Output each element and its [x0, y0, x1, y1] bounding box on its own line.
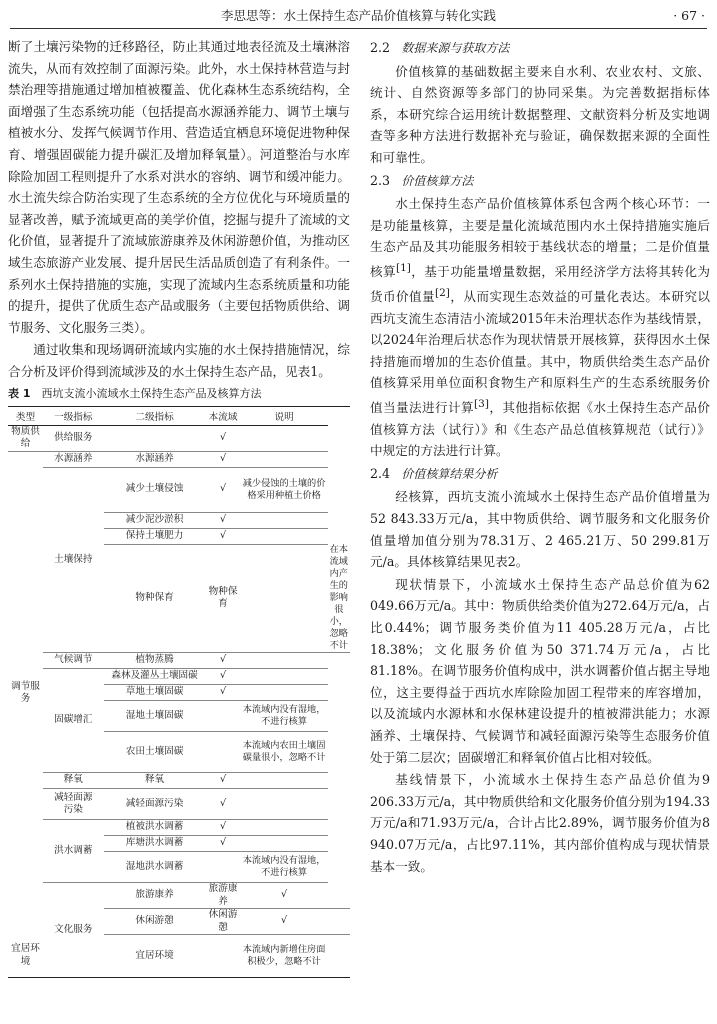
check-mark: √ — [241, 909, 328, 935]
cell-level2: 减少土壤侵蚀 — [104, 467, 206, 512]
cell-level2: 休闲游憩 — [206, 909, 241, 935]
table-row — [8, 467, 350, 512]
running-header — [10, 4, 707, 29]
cell-level1: 气候调节 — [43, 653, 104, 669]
table-row — [8, 820, 350, 836]
cell-level1: 洪水调蓄 — [43, 820, 104, 883]
cell-level2: 草地土壤固碳 — [104, 685, 206, 701]
cell-level1: 休闲游憩 — [104, 909, 206, 935]
cell-type: 调节服务 — [11, 680, 40, 704]
header-note: 说明 — [241, 406, 328, 425]
table-row — [8, 773, 350, 789]
cell-note: 本流域内没有湿地，不进行核算 — [241, 701, 328, 732]
table-header-row — [8, 406, 350, 425]
cell-level1: 水源涵养 — [43, 451, 104, 467]
cell-level1: 宜居环境 — [11, 943, 40, 967]
cell-level1: 土壤保持 — [43, 467, 104, 653]
header-type: 类型 — [8, 406, 43, 425]
check-mark: √ — [206, 528, 241, 544]
eco-product-table — [8, 406, 350, 978]
cell-note: 减少侵蚀的土壤的价格采用种植土价格 — [241, 467, 328, 512]
check-mark: √ — [206, 669, 241, 685]
section-heading-2-3: 2.3 价值核算方法 — [370, 172, 474, 188]
cell-level2: 植被洪水调蓄 — [104, 820, 206, 836]
header-level2: 二级指标 — [104, 406, 206, 425]
check-mark: √ — [206, 451, 241, 467]
table-row — [8, 789, 350, 820]
cell-level2: 库塘洪水调蓄 — [104, 836, 206, 852]
cell-note: 本流域内没有湿地，不进行核算 — [241, 852, 328, 883]
right-column — [370, 36, 710, 877]
check-mark: √ — [206, 467, 241, 512]
body-paragraph: 通过收集和现场调研流域内实施的水土保持措施情况，综合分析及评价得到流域涉及的水土保持生态产品，见表1。 — [8, 342, 350, 379]
cell-note: 本流域内新增住房面积极少，忽略不计 — [242, 943, 326, 967]
cell-level2: 释氧 — [104, 773, 206, 789]
cell-level2: 旅游康养 — [206, 883, 241, 909]
table-row — [8, 451, 350, 467]
cell-level2: 减少泥沙淤积 — [104, 512, 206, 528]
citation: [3] — [474, 397, 489, 410]
cell-type: 物质供给 — [8, 425, 43, 451]
cell-level2: 森林及灌丛土壤固碳 — [104, 669, 206, 685]
check-mark: √ — [206, 789, 241, 820]
running-title: 李思思等：水土保持生态产品价值核算与转化实践 — [220, 8, 496, 23]
cell-level2: 水源涵养 — [104, 451, 206, 467]
body-paragraph: 经核算，西坑支流小流域水土保持生态产品价值增量为52 843.33万元/a，其中物质供给、调节服务和文化服务价值量增加值分别为78.31万、2 465.21万、50 299.81万元/a。具体核算结果见表2。 — [370, 489, 710, 570]
check-mark: √ — [206, 512, 241, 528]
cell-level1: 物种保育 — [104, 544, 206, 653]
cell-level1: 固碳增汇 — [43, 669, 104, 773]
citation: [1] — [396, 261, 411, 274]
cell-level1: 供给服务 — [43, 425, 104, 451]
body-paragraph: 断了土壤污染物的迁移路径，防止其通过地表径流及土壤淋溶流失，从而有效控制了面源污染。此外，水土保持林营造与封禁治理等措施通过增加植被覆盖、优化森林生态系统结构，全面增强了生态系统功能（包括提高水源涵养能力、调节土壤与植被水分、发挥气候调节作用、营造适宜栖息环境促进物种保育、增强固碳能力提升碳汇及增加释氧量）。河道整治与水库除险加固工程则提升了水系对洪水的容纳、调节和缓冲能力。水土流失综合防治实现了生态系统的全方位优化与环境质量的显著改善，赋予流域更高的美学价值，挖掘与提升了流域的文化价值，显著提升了流域旅游康养及休闲游憩价值，为推动区域生态旅游产业发展、提升居民生活品质创造了有利条件。一系列水土保持措施的实施，实现了流域内生态系统质量和功能的提升，提供了优质生态产品或服务（主要包括物质供给、调节服务、文化服务三类）。 — [8, 39, 350, 335]
cell-level2: 湿地土壤固碳 — [104, 701, 206, 732]
cell-note: 在本流域内产生的影响很小，忽略不计 — [329, 544, 348, 651]
check-mark: √ — [206, 820, 241, 836]
cell-type: 文化服务 — [43, 883, 104, 978]
section-heading-2-4: 2.4 价值核算结果分析 — [370, 465, 498, 481]
table-row — [8, 883, 350, 909]
cell-level1: 释氧 — [43, 773, 104, 789]
header-basin: 本流域 — [206, 406, 241, 425]
citation: [2] — [435, 286, 450, 299]
body-paragraph: 水土保持生态产品价值核算体系包含两个核心环节：一是功能量核算，主要是量化流域范围内水土保持措施实施后生态产品及其功能服务相较于基线状态的增量；二是价值量核算[1]，基于功能量增量数据，采用经济学方法将其转化为货币价值量[2]，从而实现生态效益的可量化表达。本研究以西坑支流生态清洁小流域2015年未治理状态作为基线情景，以2024年治理后状态作为现状情景开展核算，获得因水土保持措施而增加的生态价值量。其中，物质供给类生态产品价值核算采用单位面积食物生产和原料生产的生态系统服务价值当量法进行计算[3]，其他指标依据《水土保持生态产品价值核算方法（试行）》和《生态产品总值核算规范（试行）》中规定的方法进行计算。 — [370, 196, 711, 459]
cell-level2: 物种保育 — [206, 544, 241, 653]
cell-level2: 农田土壤固碳 — [104, 732, 206, 773]
check-mark: √ — [241, 883, 328, 909]
page-number: · 67 · — [673, 8, 705, 23]
cell-level2: 减轻面源污染 — [104, 789, 206, 820]
cell-level1: 减轻面源污染 — [43, 789, 104, 820]
check-mark: √ — [206, 836, 241, 852]
body-paragraph: 基线情景下，小流域水土保持生态产品总价值为9 206.33万元/a，其中物质供给和文化服务价值分别为194.33万元/a和71.93万元/a，合计占比2.89%，调节服务价值为8 940.07万元/a，占比97.11%，其内部价值构成与现状情景基本一致。 — [370, 772, 710, 874]
table-title: 西坑支流小流域水土保持生态产品及核算方法 — [41, 386, 262, 400]
check-mark: √ — [206, 685, 241, 701]
table-number: 表 1 — [8, 386, 31, 400]
left-column — [8, 36, 350, 978]
cell-level2: 宜居环境 — [135, 949, 174, 961]
table-row — [8, 425, 350, 451]
header-level1: 一级指标 — [43, 406, 104, 425]
table-row — [8, 669, 350, 685]
cell-level2: 保持土壤肥力 — [104, 528, 206, 544]
cell-level2: 植物蒸腾 — [104, 653, 206, 669]
body-paragraph: 现状情景下，小流域水土保持生态产品总价值为62 049.66万元/a。其中：物质供给类价值为272.64万元/a，占比0.44%；调节服务类价值为11 405.28万元/a，占比18.38%；文化服务价值为50 371.74万元/a，占比81.18%。在调节服务价值构成中，洪水调蓄价值占据主导地位，这主要得益于西坑水库除险加固工程带来的库容增加，以及流域内水源林和水保林建设提升的植被滞洪能力；水源涵养、土壤保持、气候调节和减轻面源污染等生态服务价值处于第二层次；固碳增汇和释氧价值占比相对较低。 — [370, 576, 710, 765]
check-mark: √ — [206, 425, 241, 451]
cell-level1: 旅游康养 — [104, 883, 206, 909]
check-mark: √ — [206, 773, 241, 789]
table-caption — [8, 385, 350, 403]
table-row — [8, 653, 350, 669]
section-heading-2-2: 2.2 数据来源与获取方法 — [370, 40, 510, 55]
body-paragraph: 价值核算的基础数据主要来自水利、农业农村、文旅、统计、自然资源等多部门的协同采集。为完善数据指标体系，本研究综合运用统计数据整理、文献资料分析及实地调查等多种方法进行数据补充与验证，确保数据来源的全面性和可靠性。 — [370, 63, 710, 165]
cell-note: 本流域内农田土壤固碳量很小，忽略不计 — [241, 732, 328, 773]
check-mark: √ — [206, 653, 241, 669]
cell-level2: 湿地洪水调蓄 — [104, 852, 206, 883]
